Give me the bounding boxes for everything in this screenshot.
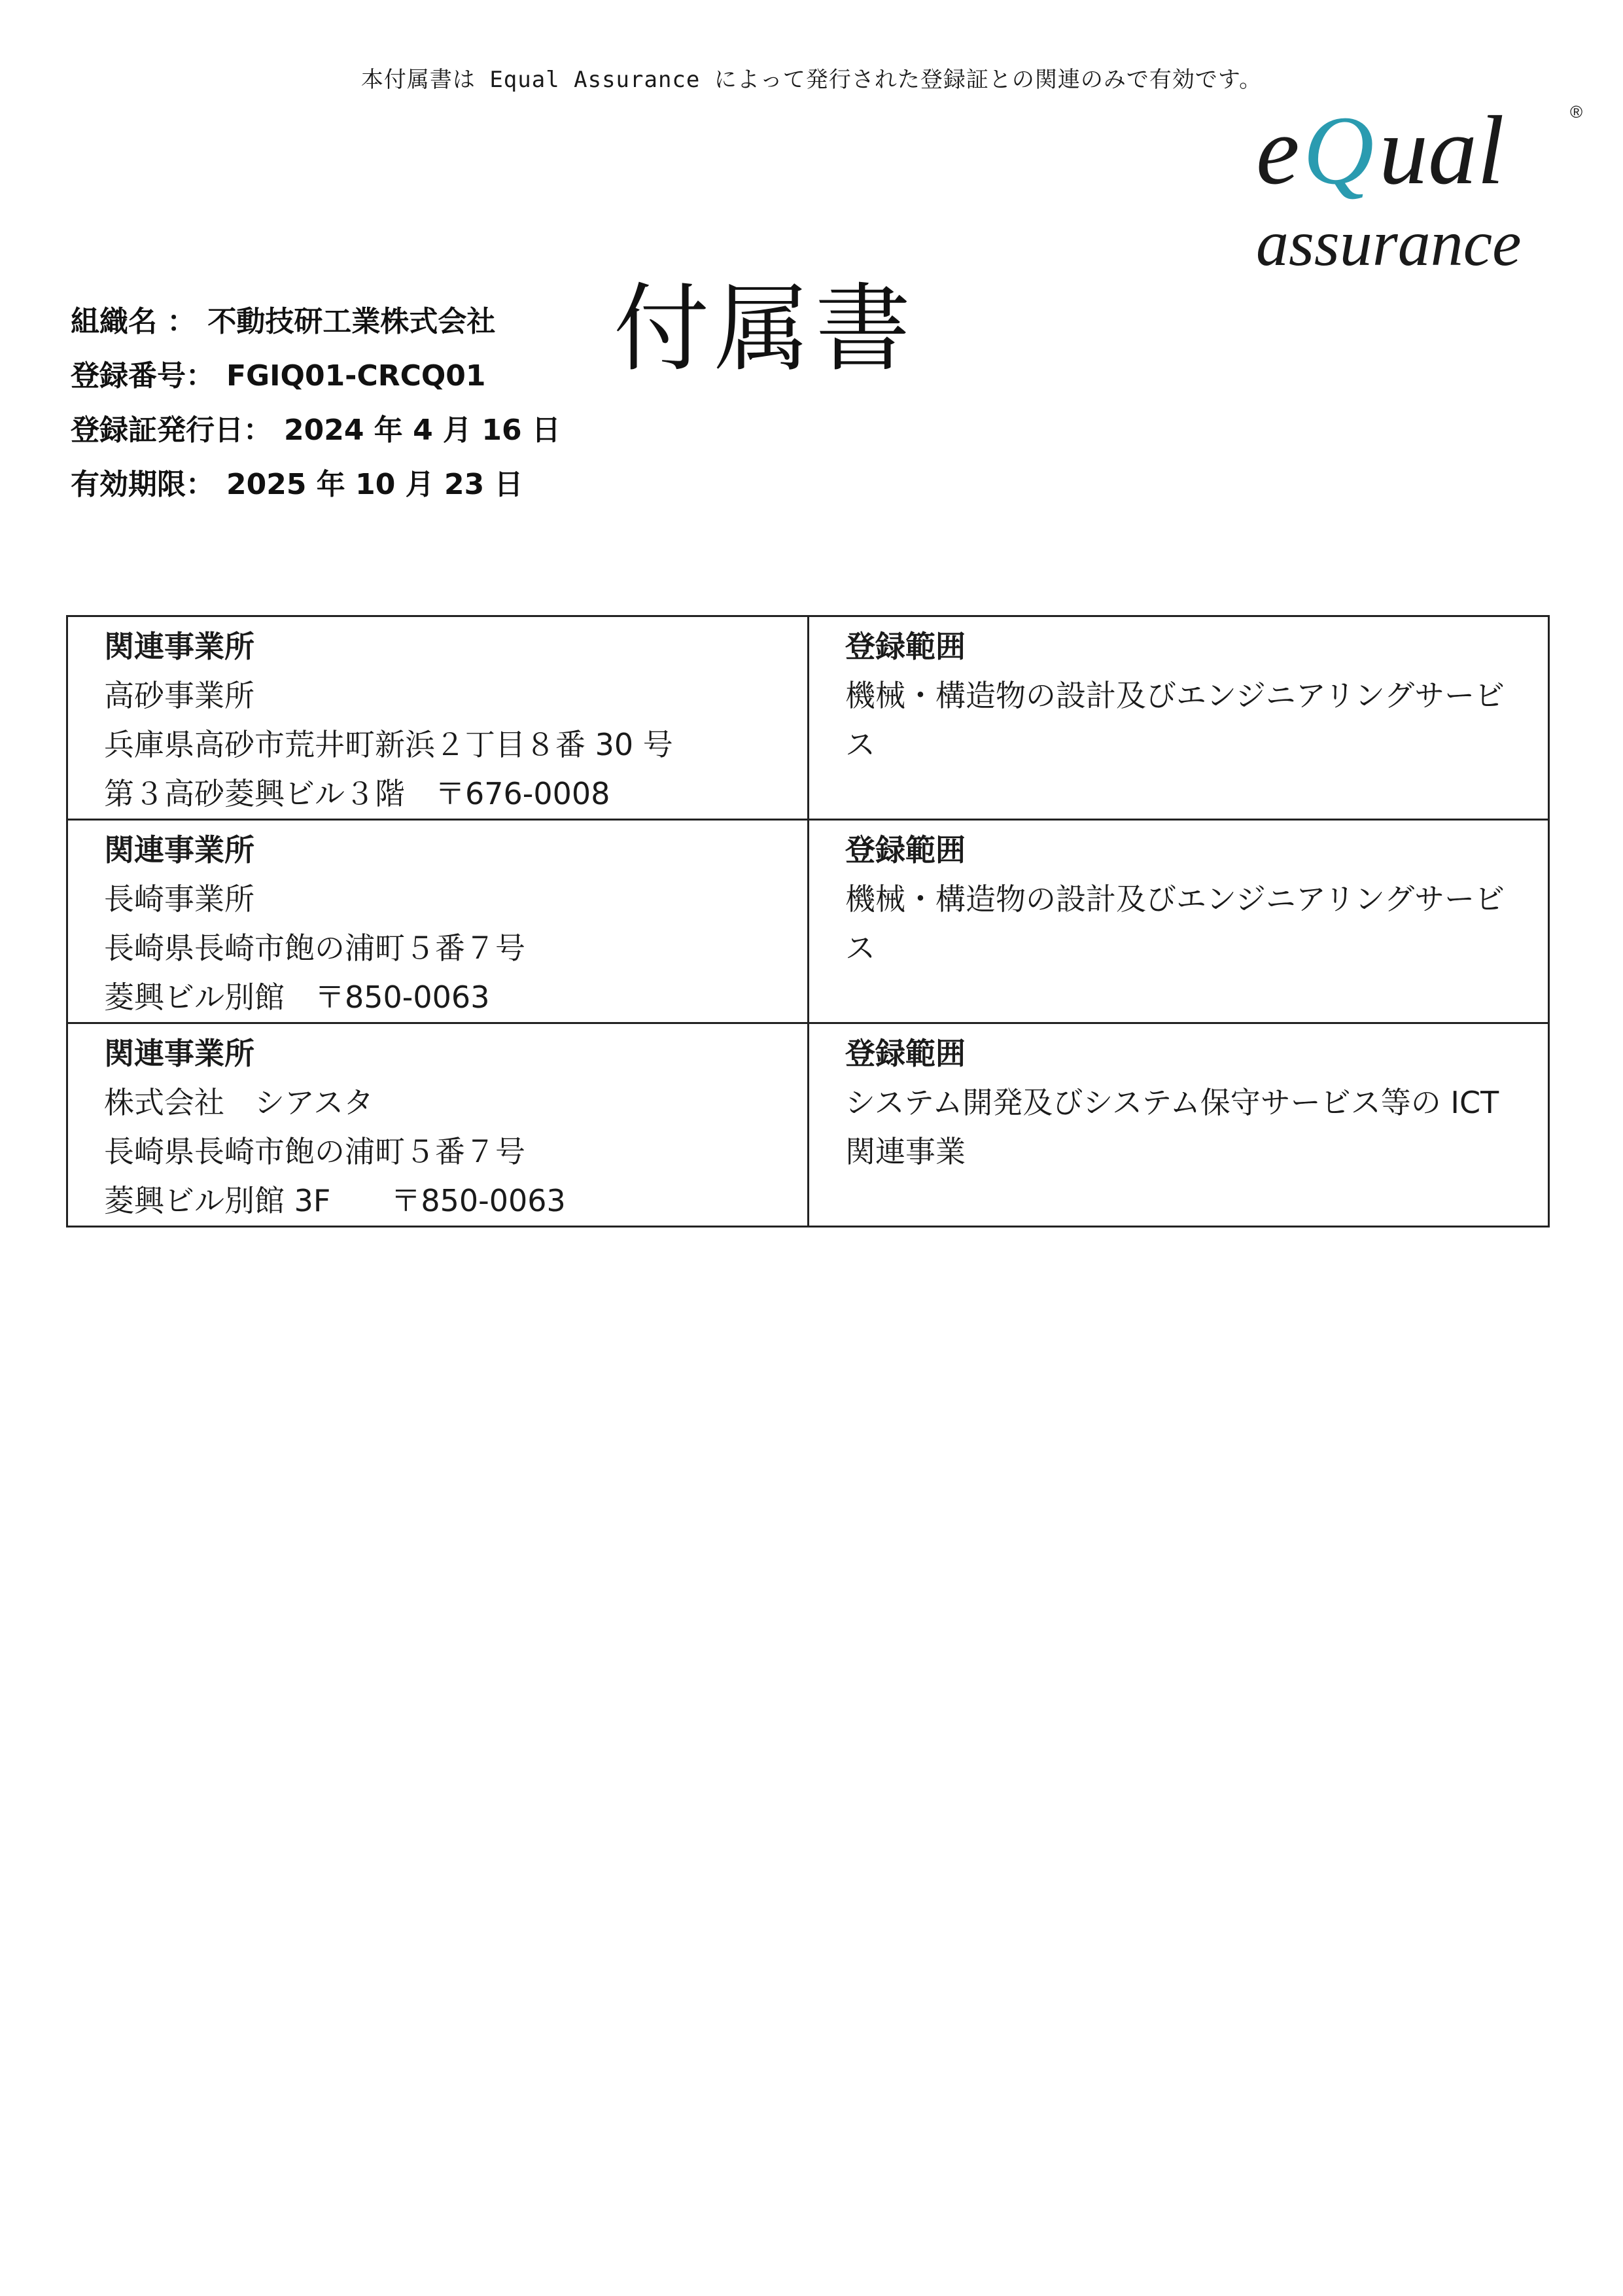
issue-date-label: 登録証発行日： xyxy=(71,414,272,447)
sites-scope-table xyxy=(66,615,1550,1227)
table-row xyxy=(67,1023,1549,1227)
org-name-row xyxy=(71,294,561,349)
scope-heading: 登録範囲 xyxy=(845,629,966,664)
org-name-value: 不動技研工業株式会社 xyxy=(207,305,496,338)
registration-number-value: FGIQ01-CRCQ01 xyxy=(226,359,486,393)
scope-heading: 登録範囲 xyxy=(845,1036,966,1071)
issue-date-row xyxy=(71,403,561,457)
site-building: 菱興ビル別館 3F 〒850-0063 xyxy=(104,1183,566,1218)
site-address: 長崎県長崎市飽の浦町５番７号 xyxy=(104,1134,525,1169)
scope-cell xyxy=(809,1023,1549,1227)
document-title: 付属書 xyxy=(614,274,916,385)
site-heading: 関連事業所 xyxy=(104,1036,254,1071)
site-building: 第３高砂菱興ビル３階 〒676-0008 xyxy=(104,776,610,811)
svg-text:ual: ual xyxy=(1379,96,1505,205)
site-address: 長崎県長崎市飽の浦町５番７号 xyxy=(104,930,525,966)
site-name: 長崎事業所 xyxy=(104,881,254,917)
site-name: 高砂事業所 xyxy=(104,678,254,713)
header-note: 本付属書は Equal Assurance によって発行された登録証との関連のみで有効です。 xyxy=(360,67,1263,93)
scope-cell xyxy=(809,820,1549,1023)
site-cell xyxy=(67,1023,809,1227)
site-heading: 関連事業所 xyxy=(104,832,254,868)
svg-text:assurance: assurance xyxy=(1256,207,1522,279)
svg-text:e: e xyxy=(1256,96,1300,205)
equal-assurance-logo xyxy=(1243,92,1596,281)
registration-number-row xyxy=(71,349,561,403)
svg-text:Q: Q xyxy=(1303,96,1374,205)
site-building: 菱興ビル別館 〒850-0063 xyxy=(104,980,490,1015)
svg-text:®: ® xyxy=(1570,102,1583,122)
site-address: 兵庫県高砂市荒井町新浜２丁目８番 30 号 xyxy=(104,727,673,762)
expiry-date-row xyxy=(71,457,561,512)
table-row xyxy=(67,616,1549,820)
site-cell xyxy=(67,820,809,1023)
scope-heading: 登録範囲 xyxy=(845,832,966,868)
expiry-date-value: 2025 年 10 月 23 日 xyxy=(226,468,523,501)
expiry-date-label: 有効期限： xyxy=(71,468,215,501)
registration-number-label: 登録番号： xyxy=(71,359,215,393)
scope-text: 機械・構造物の設計及びエンジニアリングサービス xyxy=(845,881,1505,966)
scope-cell xyxy=(809,616,1549,820)
scope-text: 機械・構造物の設計及びエンジニアリングサービス xyxy=(845,678,1505,762)
organization-info xyxy=(71,294,561,512)
logo-graphic xyxy=(1243,92,1596,281)
issue-date-value: 2024 年 4 月 16 日 xyxy=(284,414,561,447)
site-cell xyxy=(67,616,809,820)
scope-text: システム開発及びシステム保守サービス等の ICT 関連事業 xyxy=(845,1085,1499,1169)
org-name-label: 組織名 ： xyxy=(71,305,196,338)
site-name: 株式会社 シアスタ xyxy=(104,1085,374,1120)
table-row xyxy=(67,820,1549,1023)
site-heading: 関連事業所 xyxy=(104,629,254,664)
